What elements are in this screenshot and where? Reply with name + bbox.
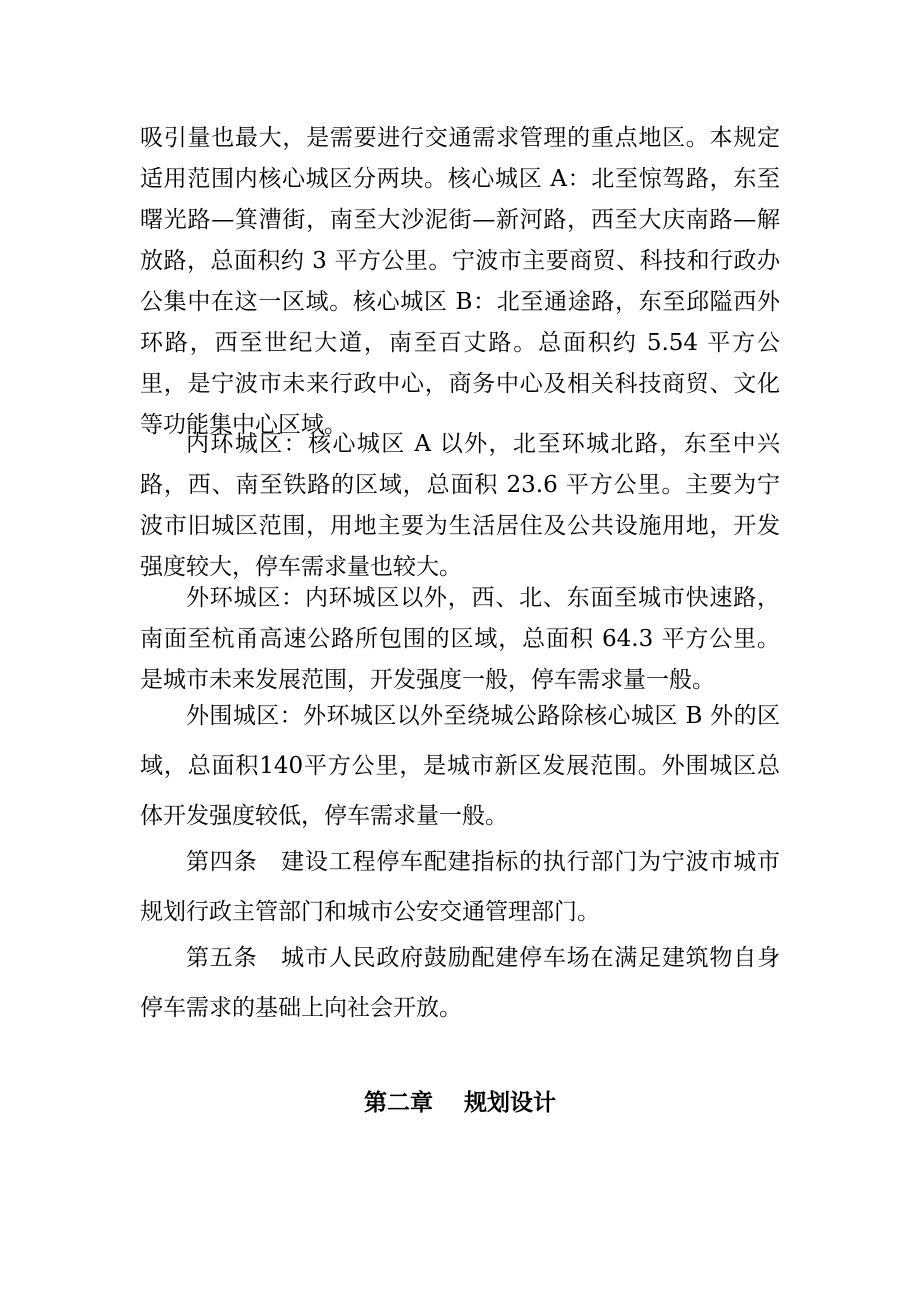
paragraph-inner-ring: 内环城区：核心城区 A 以外，北至环城北路，东至中兴路，西、南至铁路的区域，总面积 23.6 平方公里。主要为宁波市旧城区范围，用地主要为生活居住及公共设施用地，开发强度较大，停车需求量也较大。 [140, 431, 780, 580]
paragraph-article-4: 第四条 建设工程停车配建指标的执行部门为宁波市城市规划行政主管部门和城市公安交通管理部门。 [140, 849, 780, 925]
paragraph-core-districts: 吸引量也最大，是需要进行交通需求管理的重点地区。本规定适用范围内核心城区分两块。核心城区 A：北至惊驾路，东至曙光路—箕漕街，南至大沙泥街—新河路，西至大庆南路—解放路，总面积约 3 平方公里。宁波市主要商贸、科技和行政办公集中在这一区域。核心城区 B：北至通途路，东至邱隘西外环路，西至世纪大道，南至百丈路。总面积约 5.54 平方公里，是宁波市未来行政中心，商务中心及相关科技商贸、文化等功能集中心区域。 [140, 125, 780, 438]
chapter-heading: 第二章 规划设计 [363, 1089, 556, 1116]
paragraph-outer-ring: 外环城区：内环城区以外，西、北、东面至城市快速路，南面至杭甬高速公路所包围的区域，总面积 64.3 平方公里。是城市未来发展范围，开发强度一般，停车需求量一般。 [140, 585, 780, 693]
paragraph-peripheral: 外围城区：外环城区以外至绕城公路除核心城区 B 外的区域，总面积140平方公里，是城市新区发展范围。外围城区总体开发强度较低，停车需求量一般。 [140, 703, 780, 829]
paragraph-article-5: 第五条 城市人民政府鼓励配建停车场在满足建筑物自身停车需求的基础上向社会开放。 [140, 945, 780, 1021]
